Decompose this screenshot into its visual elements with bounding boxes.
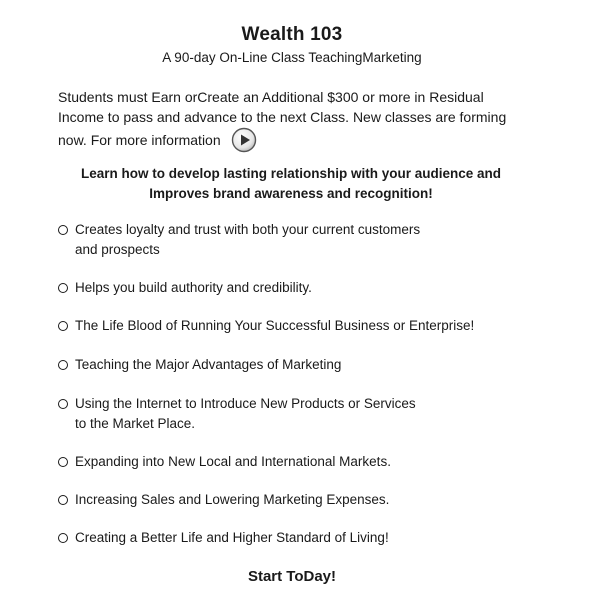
intro-paragraph: [58, 87, 528, 153]
list-item-line-2: to the Market Place.: [75, 416, 196, 431]
list-item: [58, 528, 558, 548]
list-item: [58, 220, 558, 260]
list-item-line-1: Expanding into New Local and International Markets.: [75, 454, 391, 469]
list-item: [58, 278, 558, 298]
list-item-line-1: Increasing Sales and Lowering Marketing Expenses.: [75, 492, 390, 507]
list-item-line-1: The Life Blood of Running Your Successful Business or Enterprise!: [75, 318, 475, 333]
list-item: [58, 316, 558, 336]
headline-line-2: Improves brand awareness and recognition!: [149, 186, 433, 201]
page-subtitle: A 90-day On-Line Class TeachingMarketing: [162, 50, 422, 65]
circle-bullet-icon: [58, 225, 68, 235]
list-item-line-1: Using the Internet to Introduce New Products or Services: [75, 396, 416, 411]
circle-bullet-icon: [58, 360, 68, 370]
headline-line-1: Learn how to develop lasting relationship with your audience and: [80, 166, 502, 181]
circle-bullet-icon: [58, 283, 68, 293]
list-item: [58, 452, 558, 472]
list-item: [58, 490, 558, 510]
start-today-cta[interactable]: Start ToDay!: [247, 568, 337, 585]
circle-bullet-icon: [58, 399, 68, 409]
page-title: Wealth 103: [241, 24, 343, 45]
circle-bullet-icon: [58, 533, 68, 543]
circle-bullet-icon: [58, 321, 68, 331]
list-item-line-2: and prospects: [75, 242, 160, 257]
circle-bullet-icon: [58, 495, 68, 505]
list-item-line-1: Teaching the Major Advantages of Marketing: [75, 357, 342, 372]
list-item: [58, 394, 558, 434]
list-item-line-1: Creating a Better Life and Higher Standard of Living!: [75, 530, 389, 545]
headline: [20, 164, 562, 204]
circle-bullet-icon: [58, 457, 68, 467]
intro-text: Students must Earn orCreate an Additional $300 or more in Residual Income to pass and advance to the next Class. New classes are forming now. For more information: [58, 89, 507, 148]
play-icon[interactable]: [231, 127, 257, 153]
list-item: [58, 355, 558, 375]
list-item-line-1: Creates loyalty and trust with both your current customers: [75, 222, 421, 237]
list-item-line-1: Helps you build authority and credibility.: [75, 280, 312, 295]
